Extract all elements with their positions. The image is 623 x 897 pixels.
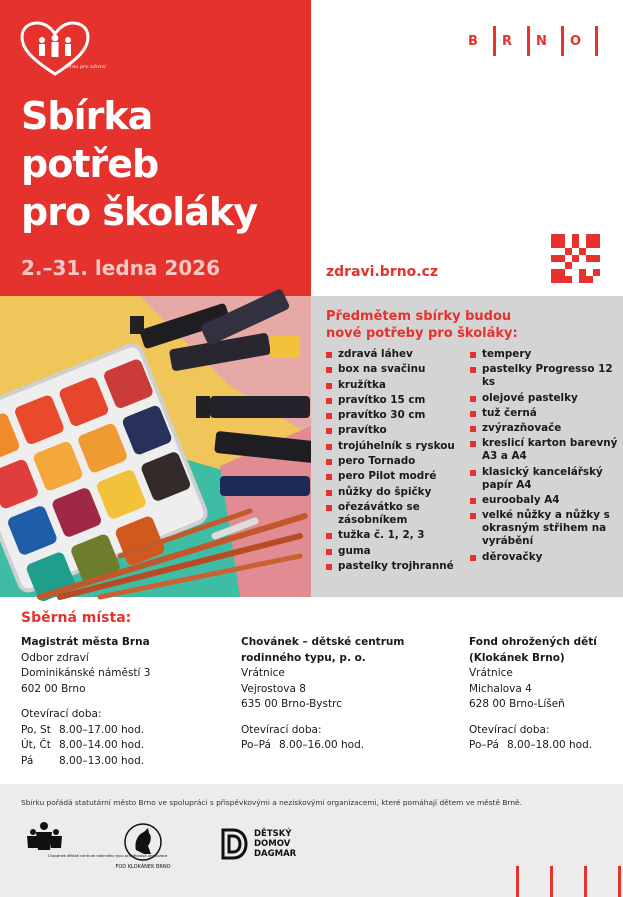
place-address-line: Vrátnice [469,667,513,679]
supply-item: trojúhelník s ryskou [326,440,466,453]
opening-time: 8.00–18.00 hod. [507,739,593,751]
supply-item: euroobaly A4 [470,494,620,507]
dagmar-dd-icon [220,828,248,860]
website-link[interactable]: zdravi.brno.cz [326,264,439,280]
opening-hours-label: Otevírací doba: [241,723,322,736]
supply-item: guma [326,545,466,558]
heart-family-logo-icon [20,22,106,78]
opening-hours-row [21,738,221,754]
opening-hours-row [241,738,441,754]
brno-letter-r: R [496,26,530,56]
brno-logo [462,26,598,56]
supply-item: velké nůžky a nůžky s okrasným střihem na vyrábění [470,509,620,548]
supply-item: tuž černá [470,407,620,420]
bar-3 [553,866,587,897]
opening-time: 8.00–16.00 hod. [279,739,365,751]
supply-item: děrovačky [470,551,620,564]
place-address-line: Vrátnice [241,667,285,679]
title-line-2: potřeb [21,142,159,186]
bar-1 [485,866,519,897]
supply-item: klasický kancelářský papír A4 [470,466,620,492]
supply-item: box na svačinu [326,363,466,376]
title-line-1: Sbírka [21,94,153,138]
opening-hours-label: Otevírací doba: [21,708,102,720]
place-address-line: Odbor zdraví [21,651,89,664]
klokanek-logo-icon [115,820,171,870]
supply-item: pastelky trojhranné [326,560,466,573]
detsky-domov-dagmar-logo [220,828,296,860]
place-address-line: 602 00 Brno [21,682,86,695]
collection-list-panel [311,296,623,597]
qr-code-icon[interactable] [551,234,600,283]
supply-item: tužka č. 1, 2, 3 [326,529,466,542]
opening-hours-row [21,723,221,739]
dagmar-line-3: DAGMAR [254,849,297,859]
place-name: Magistrát města Brna [21,636,150,648]
items-list-right [470,348,620,566]
supply-item: pero Pilot modré [326,470,466,483]
supply-item: pravítko 30 cm [326,409,466,422]
dagmar-line-1: DĚTSKÝ [254,829,292,839]
place-chovanek [241,635,441,754]
supply-item: pravítko [326,424,466,437]
collection-points-heading: Sběrná místa: [21,610,132,626]
opening-day: Út, Čt [21,739,51,751]
bar-2 [519,866,553,897]
items-list-left [326,348,466,575]
brno-letter-o: O [564,26,598,56]
collection-date: 2.–31. ledna 2026 [21,256,221,280]
supply-item: kreslicí karton barevný A3 a A4 [470,437,620,463]
place-address-line: 628 00 Brno-Líšeň [469,698,565,710]
supply-item: pravítko 15 cm [326,394,466,407]
supply-item: ořezávátko se zásobníkem [326,501,466,527]
opening-time: 8.00–13.00 hod. [59,754,145,767]
title-line-3: pro školáky [21,190,257,234]
chovanek-logo-caption: Chovánek dětské centrum rodinného typu příspěvková organizace [48,854,168,858]
opening-time: 8.00–17.00 hod. [59,723,145,736]
supply-item: zdravá láhev [326,348,466,361]
place-klokanek [469,635,619,754]
brno-letter-b: B [462,26,496,56]
opening-day: Po–Pá [241,739,271,751]
opening-hours-label: Otevírací doba: [469,723,550,736]
place-address-line: Michalova 4 [469,682,532,695]
place-address-line: Vejrostova 8 [241,682,306,695]
supply-item: olejové pastelky [470,392,620,405]
place-name: Chovánek – dětské centrum rodinného typu, p. o. [241,636,405,664]
place-address-line: 635 00 Brno-Bystrc [241,698,342,710]
header-panel [0,0,311,296]
supply-item: nůžky do špičky [326,486,466,499]
supply-item: kružítka [326,379,466,392]
brno-letter-n: N [530,26,564,56]
place-magistrat [21,635,221,769]
opening-day: Po, St [21,723,51,736]
supply-item: zvýrazňovače [470,422,620,435]
klokanek-logo-caption: FOD KLOKÁNEK BRNO [115,864,171,870]
bar-4 [587,866,621,897]
collection-heading [326,308,518,342]
school-supplies-photo [0,296,311,597]
footer [0,784,623,897]
opening-day: Po–Pá [469,739,499,751]
footer-organizer-text: Sbírku pořádá statutární město Brno ve spolupráci s příspěvkovými a neziskovými organizacemi, které pomáhají dětem ve městě Brně. [21,798,522,807]
brno-bars-decoration [485,866,621,897]
supply-item: tempery [470,348,620,361]
collection-heading-line-2: nové potřeby pro školáky: [326,326,518,341]
opening-hours-row [21,754,221,770]
dagmar-line-2: DOMOV [254,839,291,849]
page-title [21,92,257,236]
supply-item: pero Tornado [326,455,466,468]
collection-heading-line-1: Předmětem sbírky budou [326,309,512,324]
heart-logo-caption: Brno pro zdraví [66,64,106,70]
place-name: Fond ohrožených dětí (Klokánek Brno) [469,636,597,664]
dagmar-logo-text [254,829,296,859]
supply-item: pastelky Progresso 12 ks [470,363,620,389]
opening-day: Pá [21,754,34,767]
opening-time: 8.00–14.00 hod. [59,739,145,751]
opening-hours-row [469,738,619,754]
place-address-line: Dominikánské náměstí 3 [21,667,151,679]
